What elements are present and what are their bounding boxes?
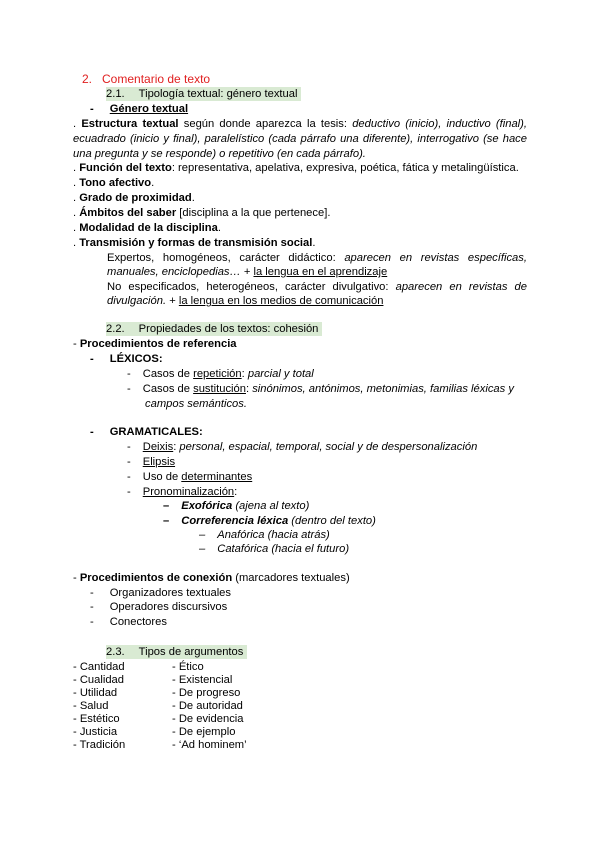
bullet: - <box>90 426 94 438</box>
subsection-title: Tipos de argumentos <box>138 646 244 658</box>
conexion-text: (marcadores textuales) <box>232 572 350 584</box>
item-italic: parcial y total <box>247 368 314 380</box>
conexion-heading <box>73 571 350 585</box>
dot: . <box>73 118 77 130</box>
bullet: – <box>199 543 206 555</box>
section-title: Comentario de texto <box>102 72 211 86</box>
args-left-list <box>73 661 125 752</box>
subsection-number: 2.2. <box>106 323 125 335</box>
anaforica-text: Anafórica (hacia atrás) <box>217 529 330 541</box>
tono-line <box>73 176 154 190</box>
list-item: - Salud <box>73 700 109 712</box>
cataforica-text: Catafórica (hacia el futuro) <box>217 543 350 555</box>
deixis-italic: personal, espacial, temporal, social y de despersonalización <box>179 441 478 453</box>
list-item: - Cantidad <box>73 661 125 673</box>
period: . <box>191 192 195 204</box>
dot: . <box>73 222 77 234</box>
gram-item-pronominalizacion <box>127 485 237 499</box>
pronominalizacion-term: Pronominalización <box>142 486 235 498</box>
estructura-italic: deductivo (inicio), inductivo (final), <box>352 118 527 130</box>
list-item: - Existencial <box>172 674 233 686</box>
grado-label: Grado de proximidad <box>79 192 192 204</box>
subsection-2-3 <box>106 645 247 659</box>
referencia-heading <box>73 337 237 351</box>
bullet: - <box>127 471 131 483</box>
list-item: - Cualidad <box>73 674 124 686</box>
referencia-title: Procedimientos de referencia <box>79 338 237 350</box>
estructura-label: Estructura textual <box>81 118 179 130</box>
bullet: - <box>127 486 131 498</box>
bullet: - <box>90 601 94 613</box>
bullet: - <box>90 103 94 115</box>
transmision-label: Transmisión y formas de transmisión social <box>79 237 313 249</box>
bullet: - <box>127 383 131 395</box>
bullet: – <box>163 500 170 512</box>
item-text: Casos de <box>142 383 194 395</box>
period: . <box>151 177 155 189</box>
subsection-title: Tipología textual: género textual <box>138 88 298 100</box>
lexicos-item-sustitucion <box>127 382 514 396</box>
modalidad-label: Modalidad de la disciplina <box>79 222 218 234</box>
deixis-term: Deixis <box>142 441 174 453</box>
elipsis-term: Elipsis <box>142 456 176 468</box>
list-item: - De autoridad <box>172 700 243 712</box>
ambitos-line <box>73 206 330 220</box>
colon: : <box>234 486 238 498</box>
colon: : <box>173 441 180 453</box>
corr-cataforica <box>199 542 349 556</box>
gramaticales-title: GRAMATICALES: <box>109 426 203 438</box>
list-item: - Tradición <box>73 739 126 751</box>
estructura-text: según donde aparezca la tesis: <box>178 118 353 130</box>
conexion-item-text: Operadores discursivos <box>109 601 228 613</box>
corr-anaforica <box>199 528 330 542</box>
item-text: Uso de <box>142 471 182 483</box>
correferencia-note: (dentro del texto) <box>288 515 376 527</box>
lengua-aprendizaje: la lengua en el aprendizaje <box>253 266 388 278</box>
subsection-2-1 <box>106 87 301 101</box>
ambitos-text: [disciplina a la que pertenece]. <box>176 207 331 219</box>
gram-item-determinantes <box>127 470 252 484</box>
period: . <box>217 222 221 234</box>
lexicos-item-repeticion <box>127 367 314 381</box>
conexion-item-text: Conectores <box>109 616 167 628</box>
list-item: - Estético <box>73 713 120 725</box>
subsection-number: 2.1. <box>106 88 125 100</box>
subsection-title: Propiedades de los textos: cohesión <box>138 323 319 335</box>
conexion-item-text: Organizadores textuales <box>109 587 231 599</box>
expertos-italic: aparecen en revistas específicas, <box>344 252 527 264</box>
expertos-italic-2: manuales, enciclopedias… <box>107 266 241 278</box>
conexion-title: Procedimientos de conexión <box>79 572 233 584</box>
genero-heading <box>90 102 188 116</box>
exoforica-note: (ajena al texto) <box>232 500 310 512</box>
repeticion-term: repetición <box>193 368 242 380</box>
bullet: - <box>90 616 94 628</box>
transmision-expertos-2 <box>107 265 387 279</box>
dot: . <box>73 192 77 204</box>
bullet: - <box>127 441 131 453</box>
plus: + <box>166 295 179 307</box>
ambitos-label: Ámbitos del saber <box>79 207 177 219</box>
modalidad-line <box>73 221 221 235</box>
gramaticales-heading <box>90 425 203 439</box>
list-item: - ‘Ad hominem’ <box>172 739 247 751</box>
estructura-line-2: ecuadrado (inicio y final), paralelístico (cada párrafo una diferente), interrogativo (se hace <box>73 133 527 145</box>
list-item: - Ético <box>172 661 204 673</box>
transmision-expertos-1 <box>107 251 527 265</box>
estructura-line-3: una pregunta y se responde) o repetitivo (en cada párrafo). <box>73 148 366 160</box>
conexion-item <box>90 586 231 600</box>
gram-item-elipsis <box>127 455 175 469</box>
dot: . <box>73 162 77 174</box>
lexicos-title: LÉXICOS: <box>109 353 163 365</box>
determinantes-term: determinantes <box>181 471 253 483</box>
conexion-item <box>90 600 227 614</box>
list-item: - De evidencia <box>172 713 244 725</box>
funcion-label: Función del texto <box>79 162 172 174</box>
item-italic: sinónimos, antónimos, metonimias, familias léxicas y <box>252 383 514 395</box>
list-item: - Justicia <box>73 726 118 738</box>
section-heading <box>82 72 210 86</box>
list-item: - Utilidad <box>73 687 118 699</box>
transmision-divulg-2 <box>107 294 383 308</box>
tono-label: Tono afectivo <box>79 177 152 189</box>
divulg-italic: aparecen en revistas de <box>395 281 527 293</box>
divulg-italic-2: divulgación. <box>107 295 167 307</box>
bullet: - <box>127 368 131 380</box>
bullet: - <box>90 353 94 365</box>
lexicos-item-sustitucion-cont: campos semánticos. <box>145 398 247 410</box>
bullet: – <box>199 529 206 541</box>
sustitucion-term: sustitución <box>193 383 246 395</box>
conexion-item <box>90 615 167 629</box>
lengua-medios: la lengua en los medios de comunicación <box>178 295 384 307</box>
subsection-2-2 <box>106 322 322 336</box>
genero-title: Género textual <box>109 103 189 115</box>
expertos-text: Expertos, homogéneos, carácter didáctico: <box>107 252 345 264</box>
gram-item-deixis <box>127 440 477 454</box>
dash: - <box>73 572 80 584</box>
funcion-line <box>73 161 519 175</box>
args-right-list <box>172 661 247 752</box>
section-number: 2. <box>82 72 93 86</box>
divulg-text: No especificados, heterogéneos, carácter divulgativo: <box>107 281 396 293</box>
colon: : <box>241 368 248 380</box>
dot: . <box>73 207 77 219</box>
bullet: - <box>90 587 94 599</box>
funcion-text: : representativa, apelativa, expresiva, poética, fática y metalingüística. <box>171 162 519 174</box>
list-item: - De ejemplo <box>172 726 236 738</box>
dot: . <box>73 177 77 189</box>
period: . <box>312 237 316 249</box>
colon: : <box>245 383 253 395</box>
subsection-number: 2.3. <box>106 646 125 658</box>
lexicos-heading <box>90 352 163 366</box>
pron-exoforica <box>163 499 309 513</box>
item-text: Casos de <box>142 368 194 380</box>
dot: . <box>73 237 77 249</box>
bullet: - <box>127 456 131 468</box>
transmision-line <box>73 236 315 250</box>
pron-correferencia <box>163 514 376 528</box>
list-item: - De progreso <box>172 687 241 699</box>
plus: + <box>240 266 254 278</box>
transmision-divulg-1 <box>107 280 527 294</box>
estructura-line-1 <box>73 117 527 131</box>
exoforica-term: Exofórica <box>181 500 233 512</box>
bullet: – <box>163 515 170 527</box>
correferencia-term: Correferencia léxica <box>181 515 289 527</box>
grado-line <box>73 191 195 205</box>
dash: - <box>73 338 80 350</box>
